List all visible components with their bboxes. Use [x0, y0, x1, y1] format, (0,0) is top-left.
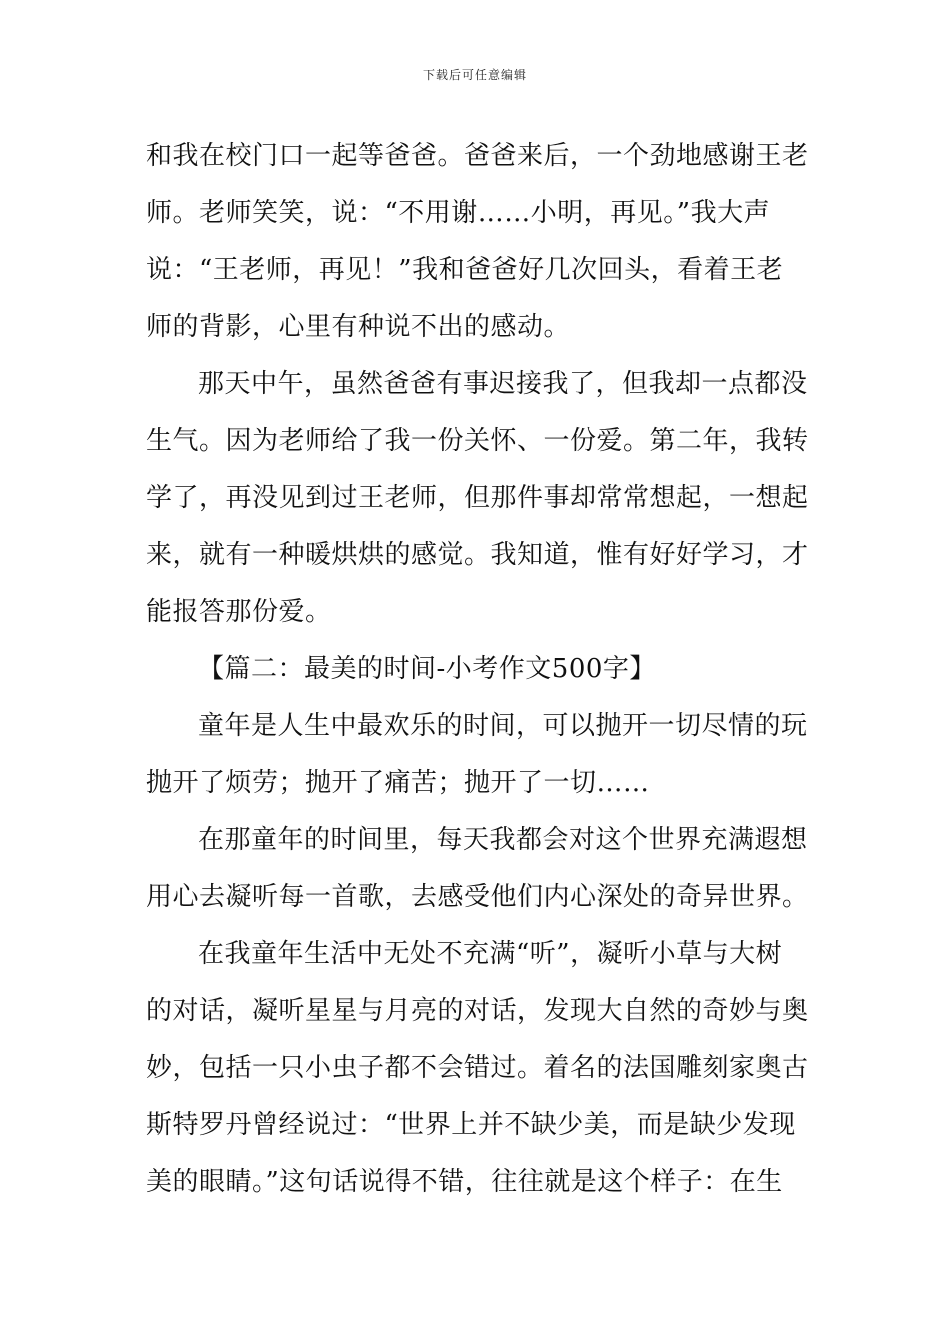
text-line: 那天中午，虽然爸爸有事迟接我了，但我却一点都没: [198, 369, 808, 399]
text-line: 和我在校门口一起等爸爸。爸爸来后，一个劲地感谢王老: [146, 141, 809, 171]
text-line: 能报答那份爱。: [146, 597, 332, 627]
text-line: 在我童年生活中无处不充满“听”，凝听小草与大树: [198, 939, 783, 969]
text-line: 生气。因为老师给了我一份关怀、一份爱。第二年，我转: [146, 426, 809, 456]
document-body: [146, 128, 810, 1211]
text-line: 在那童年的时间里，每天我都会对这个世界充满遐想: [198, 825, 808, 855]
text-line: 抛开了烦劳；抛开了痛苦；抛开了一切……: [146, 768, 650, 798]
text-line: 说：“王老师，再见！”我和爸爸好几次回头，看着王老: [146, 255, 784, 285]
text-line: 师的背影，心里有种说不出的感动。: [146, 312, 571, 342]
page-header-note: 下载后可任意编辑: [422, 68, 527, 82]
text-line: 来，就有一种暖烘烘的感觉。我知道，惟有好好学习，才: [146, 540, 809, 570]
text-line: 的对话，凝听星星与月亮的对话，发现大自然的奇妙与奥: [146, 996, 809, 1026]
text-line: 童年是人生中最欢乐的时间，可以抛开一切尽情的玩: [198, 711, 808, 741]
text-line: 【篇二：最美的时间-小考作文500字】: [198, 654, 656, 684]
text-line: 美的眼睛。”这句话说得不错，往往就是这个样子：在生: [146, 1167, 783, 1197]
text-line: 师。老师笑笑，说：“不用谢……小明，再见。”我大声: [146, 198, 771, 228]
text-line: 斯特罗丹曾经说过：“世界上并不缺少美，而是缺少发现: [146, 1110, 796, 1140]
text-line: 学了，再没见到过王老师，但那件事却常常想起，一想起: [146, 483, 809, 513]
text-line: 用心去凝听每一首歌，去感受他们内心深处的奇异世界。: [146, 882, 809, 912]
text-line: 妙，包括一只小虫子都不会错过。着名的法国雕刻家奥古: [146, 1053, 809, 1083]
